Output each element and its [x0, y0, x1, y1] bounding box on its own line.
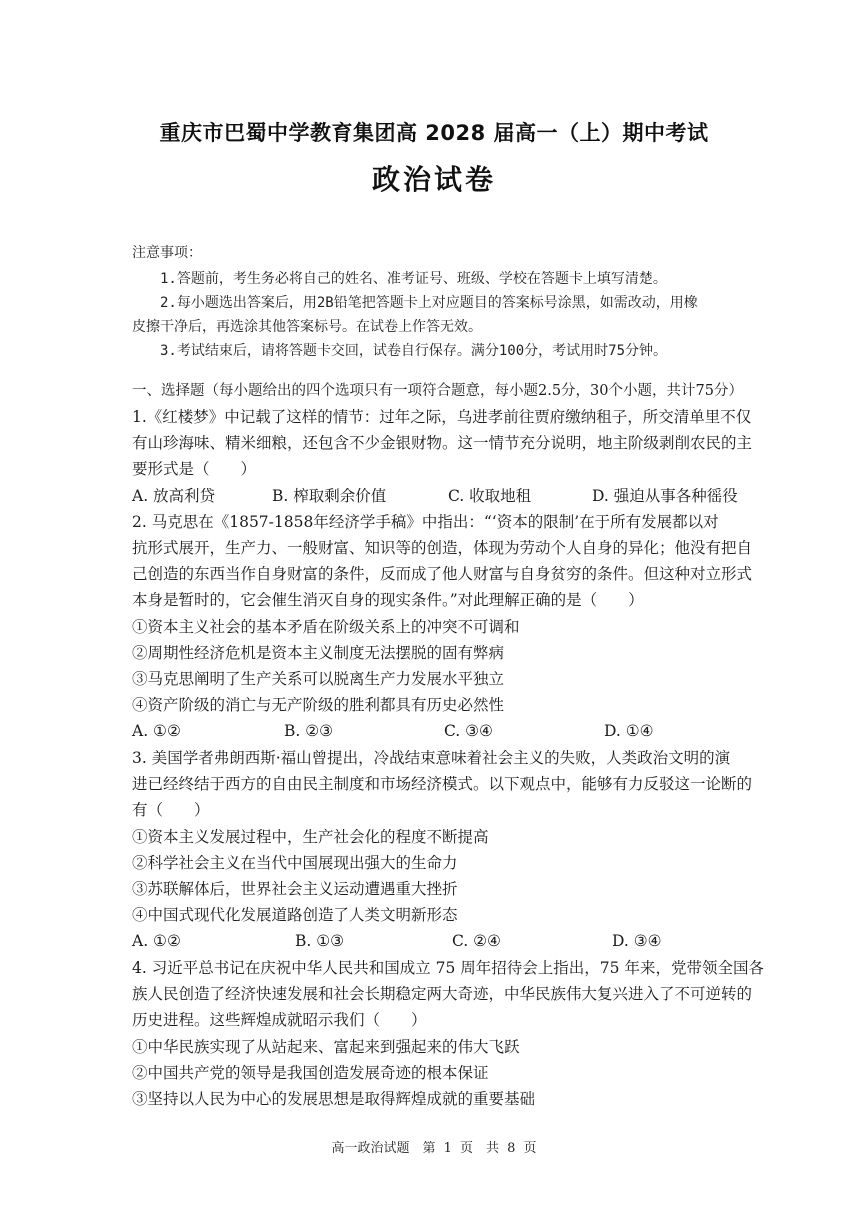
option-b: B. ②③ [284, 722, 334, 740]
statement: ④中国式现代化发展道路创造了人类文明新形态 [132, 906, 458, 924]
notice-item: 3.考试结束后，请将答题卡交回，试卷自行保存。满分100分，考试用时75分钟。 [160, 343, 667, 359]
stem-line: 有（ ） [132, 801, 210, 819]
statement: ①资本主义发展过程中，生产社会化的程度不断提高 [132, 828, 489, 846]
notice-item: 2.每小题选出答案后，用2B铅笔把答题卡上对应题目的答案标号涂黑，如需改动，用橡 [160, 295, 698, 311]
subject-title: 政治试卷 [371, 163, 496, 196]
stem-line: 本身是暂时的，它会催生消灭自身的现实条件。”对此理解正确的是（ ） [132, 591, 644, 609]
option-a: A. 放高利贷 [132, 487, 216, 505]
option-c: C. ②④ [452, 932, 501, 950]
statement: ③坚持以人民为中心的发展思想是取得辉煌成就的重要基础 [132, 1090, 536, 1108]
statement: ①资本主义社会的基本矛盾在阶级关系上的冲突不可调和 [132, 618, 520, 636]
stem-line: 有山珍海味、精米细粮，还包含不少金银财物。这一情节充分说明，地主阶级剥削农民的主 [132, 434, 753, 452]
statement: ④资产阶级的消亡与无产阶级的胜利都具有历史必然性 [132, 696, 505, 714]
stem-line: 历史进程。这些辉煌成就昭示我们（ ） [132, 1011, 427, 1029]
option-c: C. ③④ [444, 722, 493, 740]
statement: ②中国共产党的领导是我国创造发展奇迹的根本保证 [132, 1064, 489, 1082]
notice-item: 皮擦干净后，再选涂其他答案标号。在试卷上作答无效。 [132, 319, 482, 335]
question-3-options [132, 931, 740, 951]
option-b: B. ①③ [295, 932, 345, 950]
exam-title: 重庆市巴蜀中学教育集团高 2028 届高一（上）期中考试 [159, 121, 709, 145]
stem-line: 2. 马克思在《1857-1858年经济学手稿》中指出：“‘资本的限制’在于所有发展都以对 [132, 513, 719, 531]
stem-line: 1.《红楼梦》中记载了这样的情节：过年之际，乌进孝前往贾府缴纳租子，所交清单里不仅 [132, 408, 752, 426]
option-a: A. ①② [132, 722, 181, 740]
statement: ③马克思阐明了生产关系可以脱离生产力发展水平独立 [132, 670, 505, 688]
option-d: D. ①④ [604, 722, 654, 740]
stem-line: 3. 美国学者弗朗西斯·福山曾提出，冷战结束意味着社会主义的失败，人类政治文明的演 [132, 749, 731, 767]
option-a: A. ①② [132, 932, 181, 950]
stem-line: 己创造的东西当作自身财富的条件，反而成了他人财富与自身贫穷的条件。但这种对立形式 [132, 565, 753, 583]
stem-line: 进已经终结于西方的自由民主制度和市场经济模式。以下观点中，能够有力反驳这一论断的 [132, 775, 753, 793]
page-footer: 高一政治试题 第 1 页 共 8 页 [331, 1141, 537, 1156]
statement: ②周期性经济危机是资本主义制度无法摆脱的固有弊病 [132, 644, 505, 662]
stem-line: 抗形式展开，生产力、一般财富、知识等的创造，体现为劳动个人自身的异化；他没有把自 [132, 539, 753, 557]
question-2-options [132, 721, 740, 741]
option-b: B. 榨取剩余价值 [272, 487, 387, 505]
option-c: C. 收取地租 [448, 487, 532, 505]
statement: ③苏联解体后，世界社会主义运动遭遇重大挫折 [132, 880, 458, 898]
stem-line: 要形式是（ ） [132, 460, 257, 478]
option-d: D. ③④ [612, 932, 662, 950]
stem-line: 族人民创造了经济快速发展和社会长期稳定两大奇迹，中华民族伟大复兴进入了不可逆转的 [132, 985, 753, 1003]
option-d: D. 强迫从事各种徭役 [592, 487, 738, 505]
question-1-options [132, 486, 740, 506]
stem-line: 4. 习近平总书记在庆祝中华人民共和国成立 75 周年招待会上指出，75 年来，党带领全国各 [132, 959, 764, 977]
section-heading: 一、选择题（每小题给出的四个选项只有一项符合题意，每小题2.5分，30个小题，共计75分） [132, 383, 743, 399]
statement: ①中华民族实现了从站起来、富起来到强起来的伟大飞跃 [132, 1038, 520, 1056]
notice-item: 1.答题前，考生务必将自己的姓名、准考证号、班级、学校在答题卡上填写清楚。 [160, 271, 667, 287]
statement: ②科学社会主义在当代中国展现出强大的生命力 [132, 854, 458, 872]
notice-heading: 注意事项： [132, 245, 202, 261]
